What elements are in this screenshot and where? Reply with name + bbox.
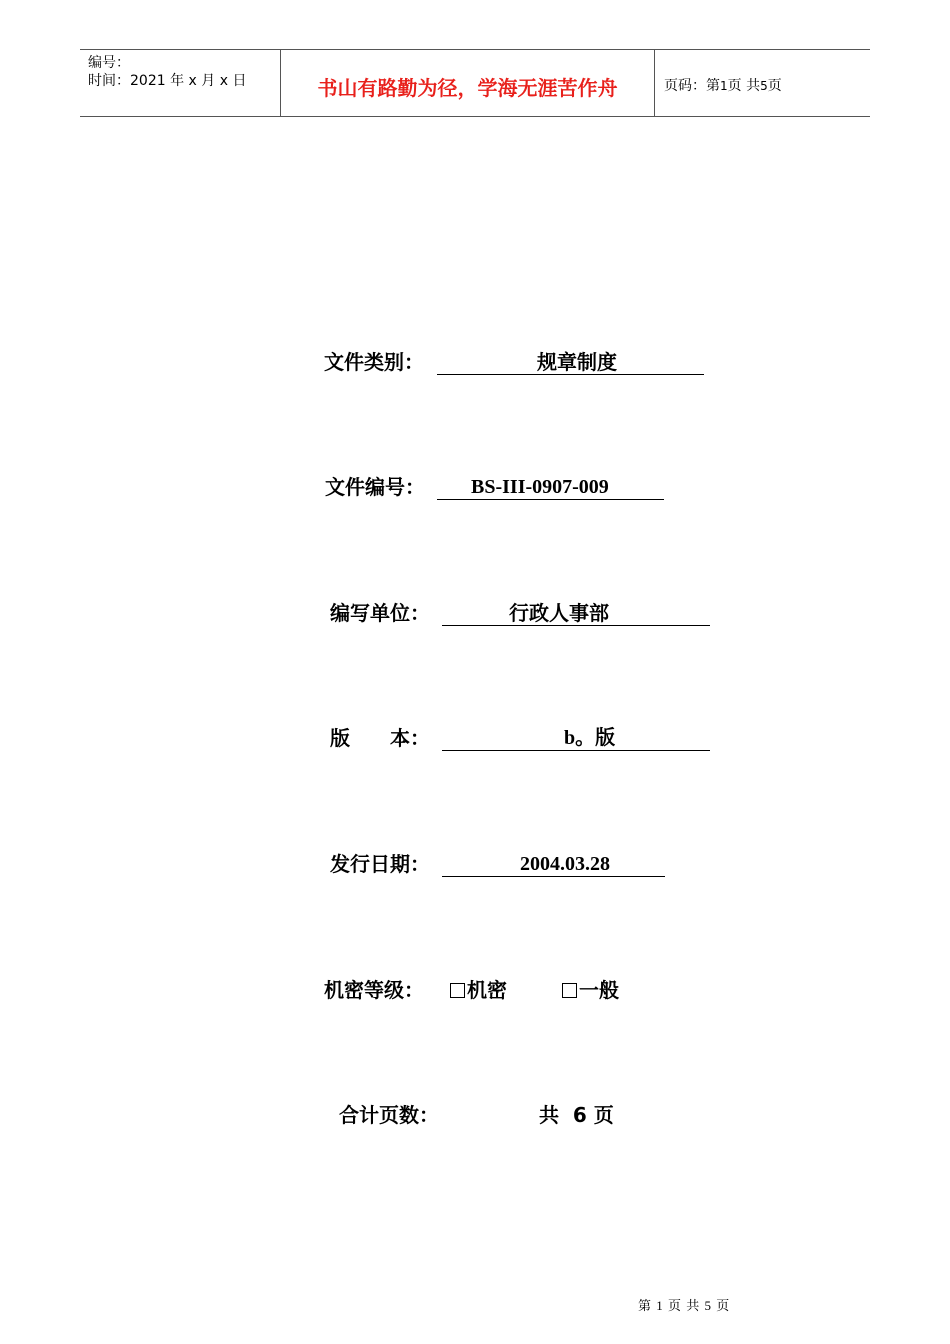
document-number-label: 编号： <box>88 55 130 71</box>
confidential-option-label: 机密 <box>467 978 507 1002</box>
issue-date-label: 发行日期： <box>330 852 430 876</box>
header-page-cell <box>655 50 870 116</box>
page-info-total: 5 <box>760 79 768 93</box>
version-label: 版 本： <box>330 726 430 750</box>
page-info-prefix: 页码：第 <box>664 78 720 94</box>
doc-number-value: BS-III-0907-009 <box>471 476 609 498</box>
header-motto-cell <box>281 50 655 116</box>
total-pages-label: 合计页数： <box>339 1103 439 1127</box>
version-value: b。版 <box>564 727 616 749</box>
field-department <box>330 599 720 627</box>
document-time: 时间：2021 年 x 月 x 日 <box>88 73 247 89</box>
department-value: 行政人事部 <box>509 601 609 625</box>
page-header <box>80 49 870 117</box>
field-doc-number <box>325 473 675 501</box>
field-version <box>330 724 720 752</box>
field-confidentiality <box>324 976 644 1004</box>
page-info <box>664 75 782 95</box>
confidentiality-label: 机密等级： <box>324 978 424 1002</box>
header-meta-cell <box>80 50 281 116</box>
department-label: 编写单位： <box>330 601 430 625</box>
total-pages-value: 共 6 页 <box>539 1103 614 1127</box>
page-footer: 第 1 页 共 5 页 <box>638 1298 731 1313</box>
motto-text: 书山有路勤为径，学海无涯苦作舟 <box>317 75 618 100</box>
page-info-current: 1 <box>720 79 728 93</box>
page-info-mid: 页 共 <box>727 78 761 94</box>
doc-number-label: 文件编号： <box>325 475 425 499</box>
confidential-option[interactable] <box>450 976 507 1004</box>
category-label: 文件类别： <box>324 350 424 374</box>
field-issue-date <box>330 850 680 878</box>
field-category <box>324 348 714 376</box>
general-option-label: 一般 <box>579 978 619 1002</box>
field-total-pages <box>339 1101 639 1129</box>
issue-date-value: 2004.03.28 <box>520 853 610 875</box>
checkbox-icon[interactable] <box>450 983 465 998</box>
checkbox-icon[interactable] <box>562 983 577 998</box>
general-option[interactable] <box>562 976 619 1004</box>
page-info-suffix: 页 <box>767 78 782 94</box>
category-value: 规章制度 <box>537 350 617 374</box>
